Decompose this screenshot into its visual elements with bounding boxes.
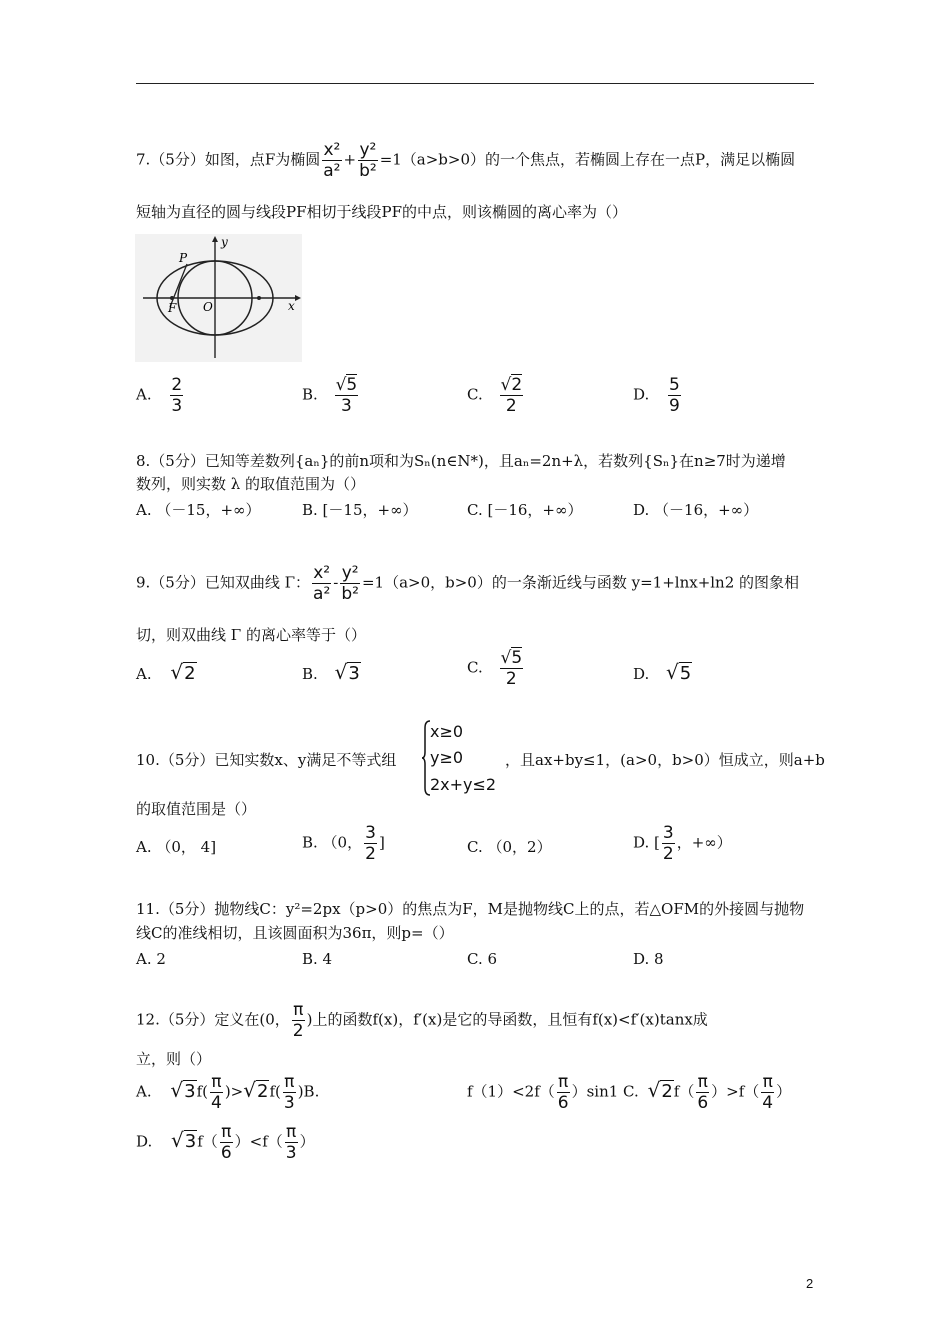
x-axis-arrow [295,295,301,301]
q9-frac-y: $\frac{\text{y²}}{\text{b²}}$ [341,563,359,604]
q12-option-d: D. √3f（ $\frac{\pi}{6}$ ）<f（ $\frac{\pi}{3}$ ） [136,1122,315,1163]
q12-line2: 立，则（） [136,1050,212,1068]
q10-prefix: 10.（5分）已知实数x、y满足不等式组 [136,751,397,769]
q9-option-a: A. √2 [136,660,196,684]
q7-a-frac: $\frac{2}{3}$ [171,375,183,416]
q7-b-frac: $\frac{√5}{3}$ [335,375,358,416]
header-rule [136,83,814,84]
q8-line1: 8.（5分）已知等差数列{aₙ}的前n项和为Sₙ(n∈N*)，且aₙ=2n+λ，若数列{Sₙ}在n≥7时为递增 [136,452,786,470]
q12-frac: $\frac{\pi}{2}$ [292,1000,304,1041]
q7-line2: 短轴为直径的圆与线段PF相切于线段PF的中点，则该椭圆的离心率为（） [136,203,628,221]
q9-line1 [136,563,799,604]
q10-b-frac: $\frac{3}{2}$ [365,823,376,864]
q11-line1: 11.（5分）抛物线C：y²=2px（p>0）的焦点为F，M是抛物线C上的点，若△OFM的外接圆与抛物 [136,900,805,918]
q7-option-b: B. $\frac{√5}{3}$ [302,375,358,416]
q8-option-d: D. （－16，+∞） [633,501,759,519]
label-x: x [288,299,295,313]
q7-option-a: A. $\frac{2}{3}$ [136,375,183,416]
q9-option-c: C. $\frac{√5}{2}$ [467,648,523,689]
right-focus-point [257,296,261,300]
q7-option-d: D. $\frac{5}{9}$ [633,375,680,416]
focus-point [170,296,174,300]
q11-option-b: B. 4 [302,950,333,968]
q10-d-frac: $\frac{3}{2}$ [662,823,674,864]
q9-c-frac: $\frac{√5}{2}$ [500,648,523,689]
q9-suffix: =1（a>0，b>0）的一条渐近线与函数 y=1+lnx+ln2 的图象相 [361,573,800,592]
label-f: F [168,301,177,315]
q7-prefix: 7.（5分）如图，点F为椭圆 [136,150,321,169]
q12-option-b-c: f（1）<2f（ $\frac{\pi}{6}$ ）sin1 C. √2f（ $\frac{\pi}{6}$ ）>f（ $\frac{\pi}{4}$ ） [467,1072,792,1113]
q7-line1 [136,140,795,181]
q7-c-frac: $\frac{√2}{2}$ [500,375,523,416]
q12-prefix: 12.（5分）定义在(0， [136,1010,290,1029]
q10-inequality-1: x≥0 [430,722,464,741]
q7-frac-x: $\frac{\text{x²}}{\text{a²}}$ [323,140,341,181]
q10-suffix: ，且ax+by≤1，(a>0，b>0）恒成立，则a+b [505,751,825,769]
q7-option-c: C. $\frac{√2}{2}$ [467,375,523,416]
y-axis-arrow [212,236,218,242]
q9-line2: 切，则双曲线 Γ 的离心率等于（） [136,626,366,644]
q10-inequality-3: 2x+y≤2 [430,775,497,794]
q7-suffix: =1（a>b>0）的一个焦点，若椭圆上存在一点P，满足以椭圆 [379,150,796,169]
q10-line2: 的取值范围是（） [136,800,257,818]
q8-option-b: B. [－15，+∞） [302,501,418,519]
q9-option-d: D. √5 [633,660,692,684]
q8-option-a: A. （－15，+∞） [136,501,261,519]
ellipse-diagram [135,234,302,362]
q10-option-c: C. （0，2） [467,838,552,856]
page-number: 2 [806,1276,814,1291]
q12-suffix: )上的函数f(x)，f′(x)是它的导函数，且恒有f(x)<f′(x)tanx成 [306,1010,708,1029]
q10-option-b: B. （0， $\frac{3}{2}$ ] [302,823,385,864]
q9-minus: - [333,573,339,592]
q11-option-a: A. 2 [136,950,166,968]
q8-line2: 数列，则实数 λ 的取值范围为（） [136,475,366,493]
q9-option-b: B. √3 [302,660,360,684]
q12-line1 [136,1000,708,1041]
label-o: O [203,300,213,314]
q7-plus: + [343,150,357,169]
q11-line2: 线C的准线相切，且该圆面积为36π，则p=（） [136,924,454,942]
label-y: y [221,235,228,249]
q7-frac-y: $\frac{\text{y²}}{\text{b²}}$ [359,140,377,181]
q8-option-c: C. [－16，+∞） [467,501,583,519]
q10-inequality-2: y≥0 [430,748,464,767]
ellipse-figure [135,234,302,362]
q12-option-a: A. √3f( $\frac{\pi}{4}$ )>√2f( $\frac{\pi}{3}$ )B. [136,1072,320,1113]
q10-option-d: D. [ $\frac{3}{2}$ ，+∞） [633,823,732,864]
q10-option-a: A. （0， 4] [136,838,217,856]
q11-option-c: C. 6 [467,950,498,968]
q11-option-d: D. 8 [633,950,664,968]
q7-d-frac: $\frac{5}{9}$ [669,375,680,416]
q9-prefix: 9.（5分）已知双曲线 Γ： [136,573,311,592]
q9-frac-x: $\frac{\text{x²}}{\text{a²}}$ [313,563,331,604]
label-p: P [179,251,188,265]
